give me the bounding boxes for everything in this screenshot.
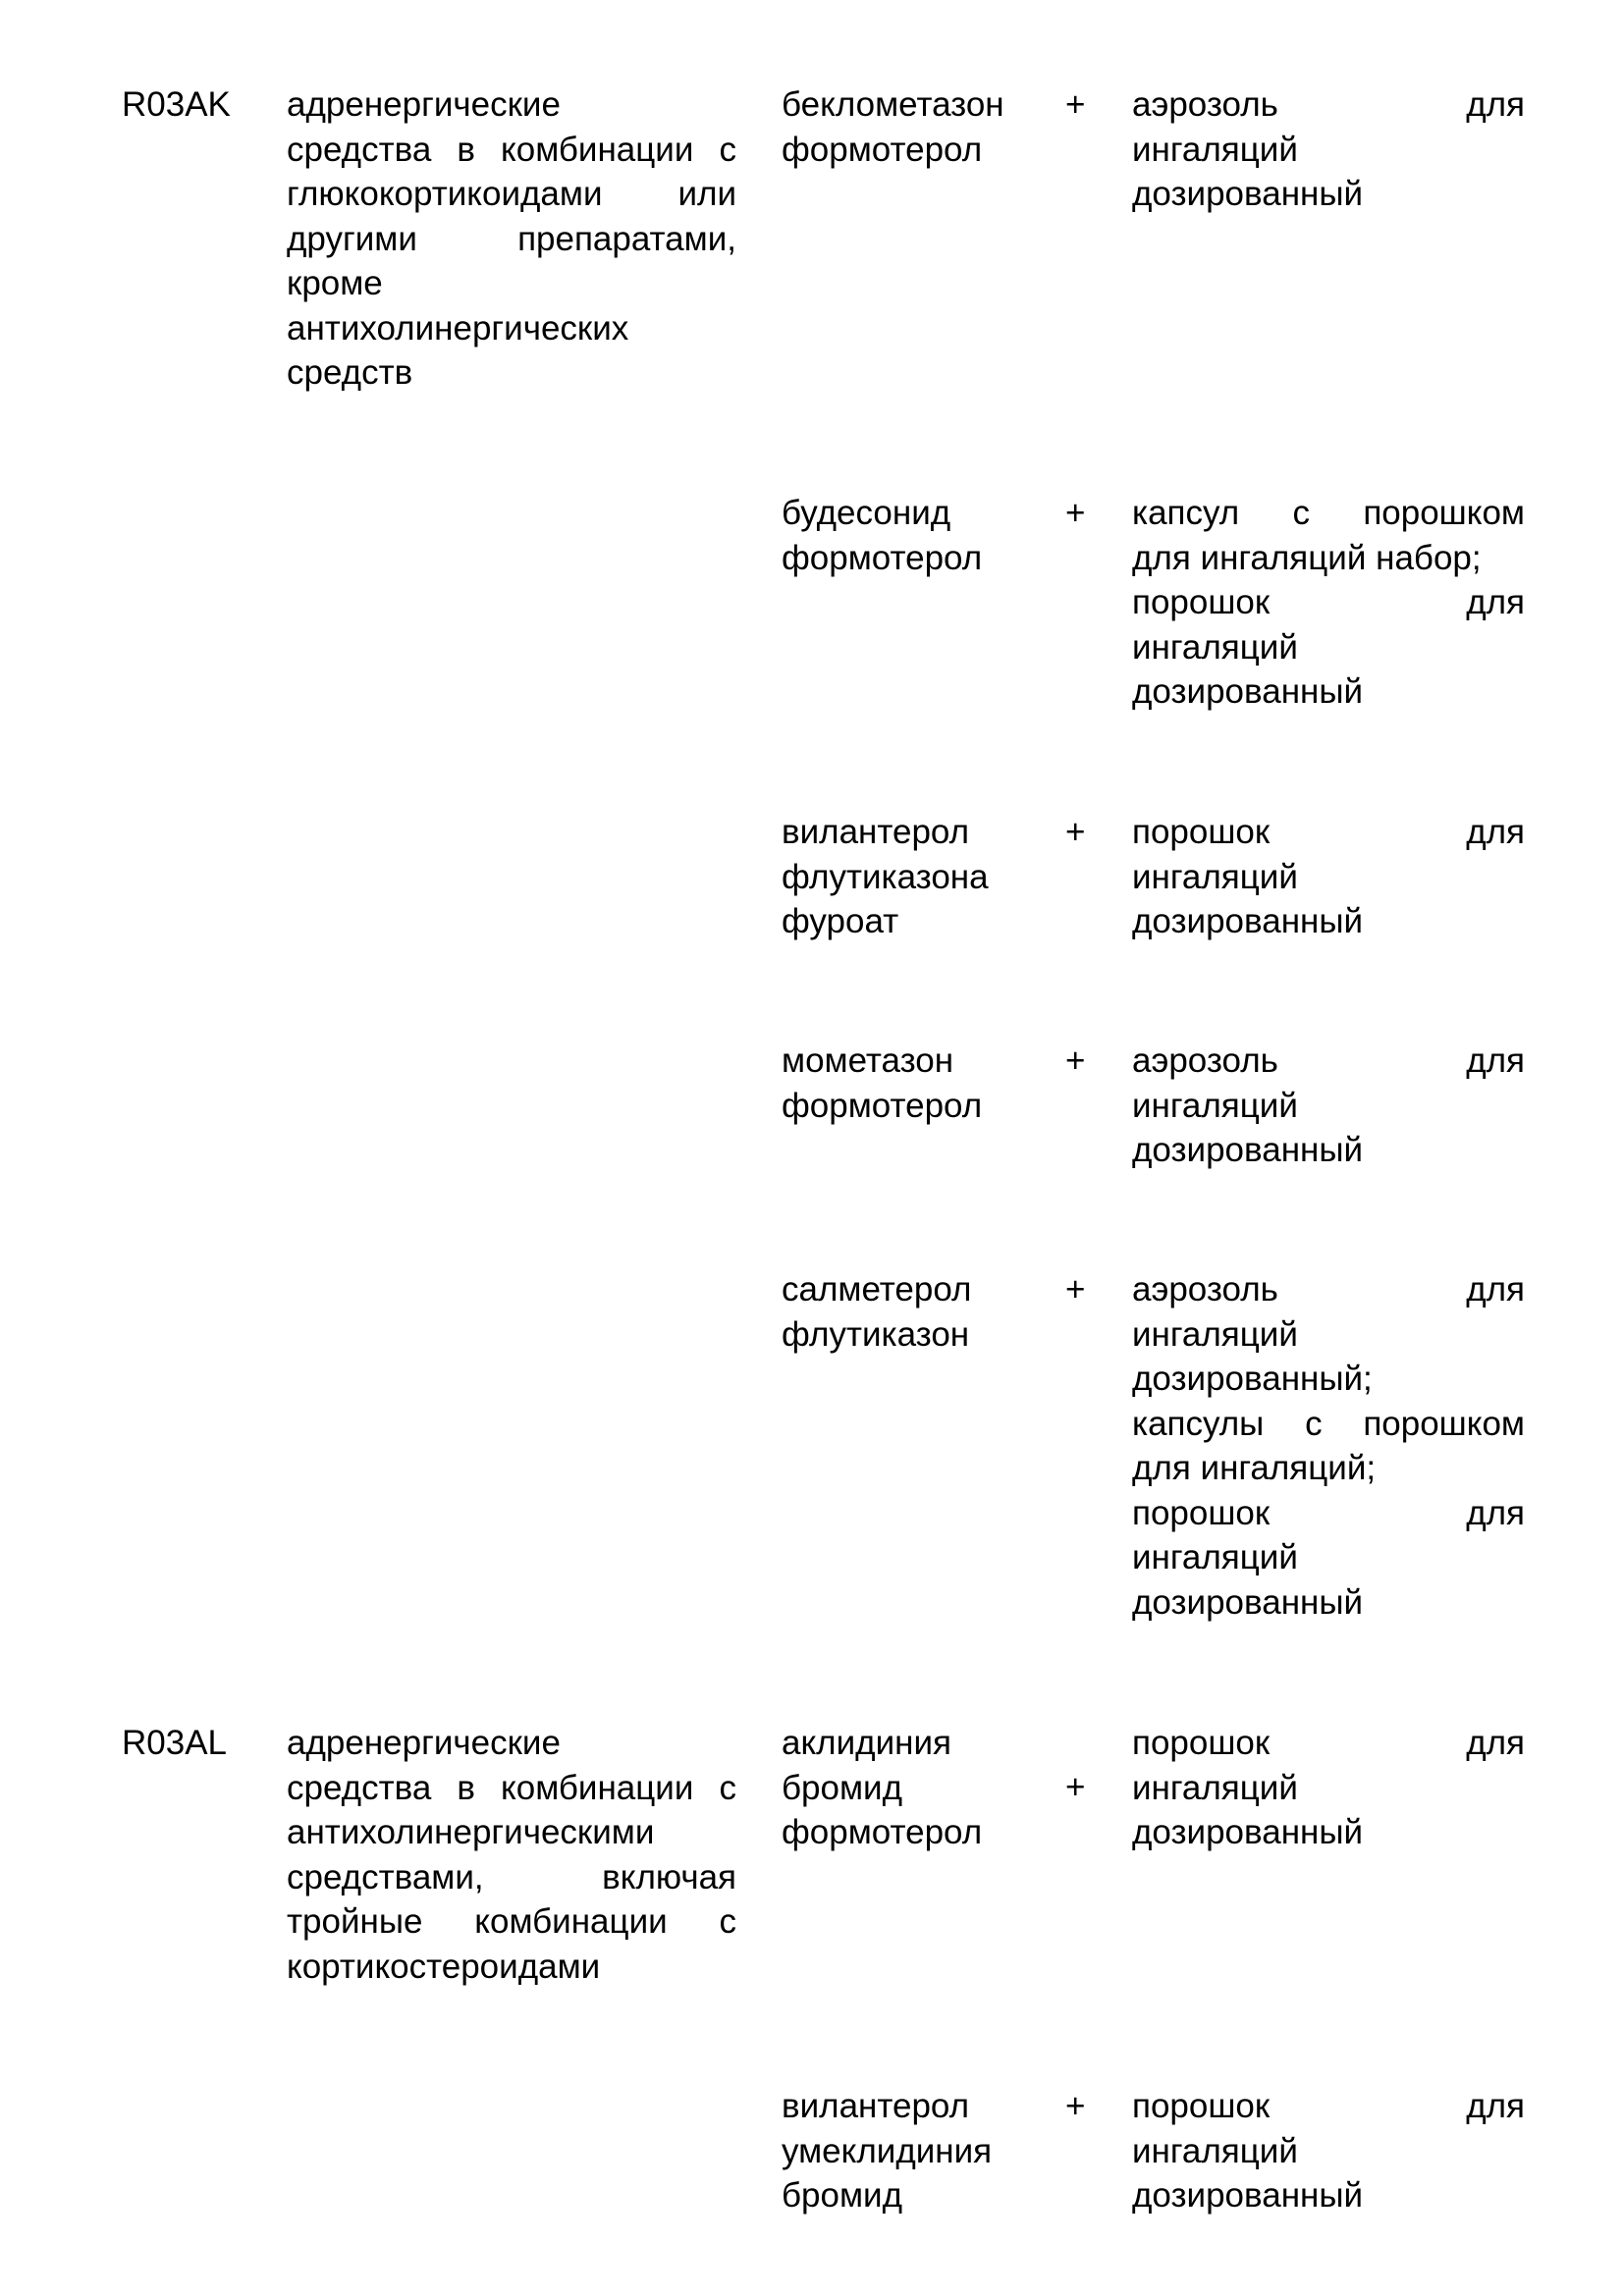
text-line: дозированный: [1132, 175, 1364, 213]
text-line: капсулы с порошком: [1132, 1404, 1525, 1443]
text-line: дозированный: [1132, 1813, 1364, 1851]
text-line: средствами, включая: [287, 1857, 736, 1896]
text-line: ингаляций: [1132, 857, 1298, 896]
combination-plus: +: [1065, 1270, 1086, 1308]
dosage-form: [1132, 2084, 1525, 2218]
text-line: средств: [287, 353, 413, 392]
text-line: адренергические: [287, 85, 561, 124]
combination-plus: +: [1065, 813, 1086, 851]
text-line: дозированный: [1132, 672, 1364, 711]
text-line: дозированный: [1132, 1131, 1364, 1169]
dosage-form: [1132, 1267, 1525, 1625]
atc-code: R03AK: [122, 85, 231, 124]
dosage-form: [1132, 1039, 1525, 1173]
text-line: дозированный;: [1132, 1360, 1373, 1398]
text-line: порошок для: [1132, 813, 1525, 851]
text-line: порошок для: [1132, 1493, 1525, 1532]
text-line: дозированный: [1132, 902, 1364, 940]
dosage-form: [1132, 82, 1525, 217]
drug-inn: салметерол флутиказон: [782, 1270, 972, 1354]
text-line: ингаляций: [1132, 627, 1298, 667]
atc-class-name: [287, 1721, 736, 1989]
text-line: средства в комбинации с: [287, 130, 736, 169]
text-line: порошок для: [1132, 2087, 1525, 2125]
text-line: средства в комбинации с: [287, 1768, 736, 1807]
text-line: глюкокортикоидами или: [287, 175, 736, 213]
text-line: адренергические: [287, 1724, 561, 1762]
dosage-form: [1132, 491, 1525, 715]
text-line: для ингаляций;: [1132, 1449, 1377, 1487]
text-line: ингаляций: [1132, 2131, 1298, 2170]
combination-plus: +: [1065, 2087, 1086, 2125]
drug-inn: беклометазон формотерол: [782, 85, 1004, 169]
text-line: ингаляций: [1132, 130, 1298, 169]
text-line: ингаляций: [1132, 1086, 1298, 1125]
text-line: кроме: [287, 264, 383, 302]
drug-inn: будесонид формотерол: [782, 494, 983, 577]
text-line: антихолинергическими: [287, 1813, 655, 1851]
text-line: аэрозоль для: [1132, 85, 1525, 124]
drug-inn: аклидиния бромид формотерол: [782, 1724, 983, 1851]
text-line: порошок для: [1132, 1724, 1525, 1762]
text-line: ингаляций: [1132, 1768, 1298, 1807]
text-line: другими препаратами,: [287, 219, 736, 258]
dosage-form: [1132, 1721, 1525, 1855]
combination-plus: +: [1065, 85, 1086, 124]
text-line: дозированный: [1132, 1582, 1364, 1622]
atc-class-name: [287, 82, 736, 396]
atc-code: R03AL: [122, 1724, 228, 1762]
dosage-form: [1132, 810, 1525, 944]
text-line: дозированный: [1132, 2176, 1364, 2215]
text-line: антихолинергических: [287, 308, 629, 347]
combination-plus: +: [1065, 1041, 1086, 1080]
text-line: тройные комбинации с: [287, 1902, 736, 1941]
text-line: кортикостероидами: [287, 1947, 601, 1986]
drug-inn: мометазон формотерол: [782, 1041, 983, 1125]
text-line: капсул с порошком: [1132, 494, 1525, 532]
text-line: аэрозоль для: [1132, 1041, 1525, 1080]
text-line: для ингаляций набор;: [1132, 538, 1482, 577]
text-line: аэрозоль для: [1132, 1270, 1525, 1308]
drug-inn: вилантерол умеклидиния бромид: [782, 2087, 993, 2215]
combination-plus: +: [1065, 494, 1086, 532]
text-line: ингаляций: [1132, 1314, 1298, 1354]
text-line: порошок для: [1132, 583, 1525, 621]
text-line: ингаляций: [1132, 1538, 1298, 1576]
combination-plus: +: [1065, 1768, 1086, 1806]
drug-inn: вилантерол флутиказона фуроат: [782, 813, 989, 940]
